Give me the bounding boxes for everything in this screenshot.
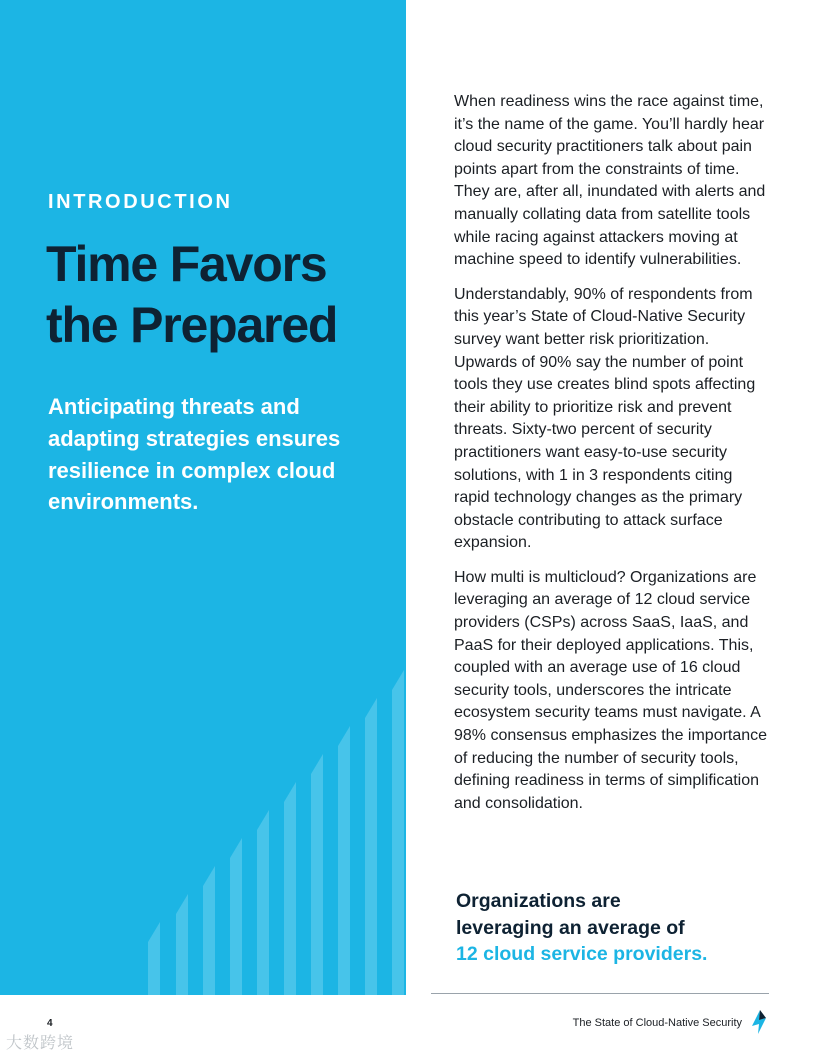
page-title-line-2: the Prepared xyxy=(46,297,338,353)
pull-quote-line-2: leveraging an average of xyxy=(456,916,685,939)
footer-publication-title: The State of Cloud-Native Security xyxy=(572,1017,742,1029)
body-paragraph: How multi is multicloud? Organizations are leveraging an average of 12 cloud service providers (CSPs) across SaaS, IaaS, and PaaS for their deployed applications. This, coupled with an average use of 16 cloud security tools, underscores the intricate ecosystem security teams must navigate. A 98% consensus emphasizes the importance of reducing the number of security tools, defining readiness in terms of simplification and consolidation. xyxy=(454,568,768,812)
page-title xyxy=(46,234,396,356)
page-number: 4 xyxy=(47,1018,53,1029)
body-text xyxy=(454,91,772,827)
page-subtitle: Anticipating threats and adapting strategies ensures resilience in complex cloud environments. xyxy=(48,394,341,515)
hero-panel xyxy=(0,0,406,995)
pull-quote xyxy=(456,888,756,968)
brand-logo-icon xyxy=(750,1010,768,1034)
pull-quote-line-1: Organizations are xyxy=(456,890,621,912)
body-paragraph: Understandably, 90% of respondents from this year’s State of Cloud-Native Security survey want better risk prioritization. Upwards of 90% say the number of point tools they use creates blind spots affecting their ability to prioritize risk and prevent threats. Sixty-two percent of security practitioners want easy-to-use security solutions, with 1 in 3 respondents citing rapid technology changes as the primary obstacle contributing to attack surface expansion. xyxy=(454,285,756,552)
section-eyebrow: INTRODUCTION xyxy=(48,191,233,213)
pull-quote-highlight: 12 cloud service providers. xyxy=(456,943,708,965)
watermark-text: 大数跨境 xyxy=(6,1035,75,1052)
page-title-line-1: Time Favors xyxy=(46,236,327,292)
body-paragraph: When readiness wins the race against time, it’s the name of the game. You’ll hardly hear cloud security practitioners talk about pain points apart from the constraints of time. They are, after all, inundated with alerts and manually collating data from satellite tools while racing against attackers moving at machine speed to identify vulnerabilities. xyxy=(454,93,766,269)
footer-divider xyxy=(431,993,769,994)
decorative-stripes xyxy=(140,660,406,995)
